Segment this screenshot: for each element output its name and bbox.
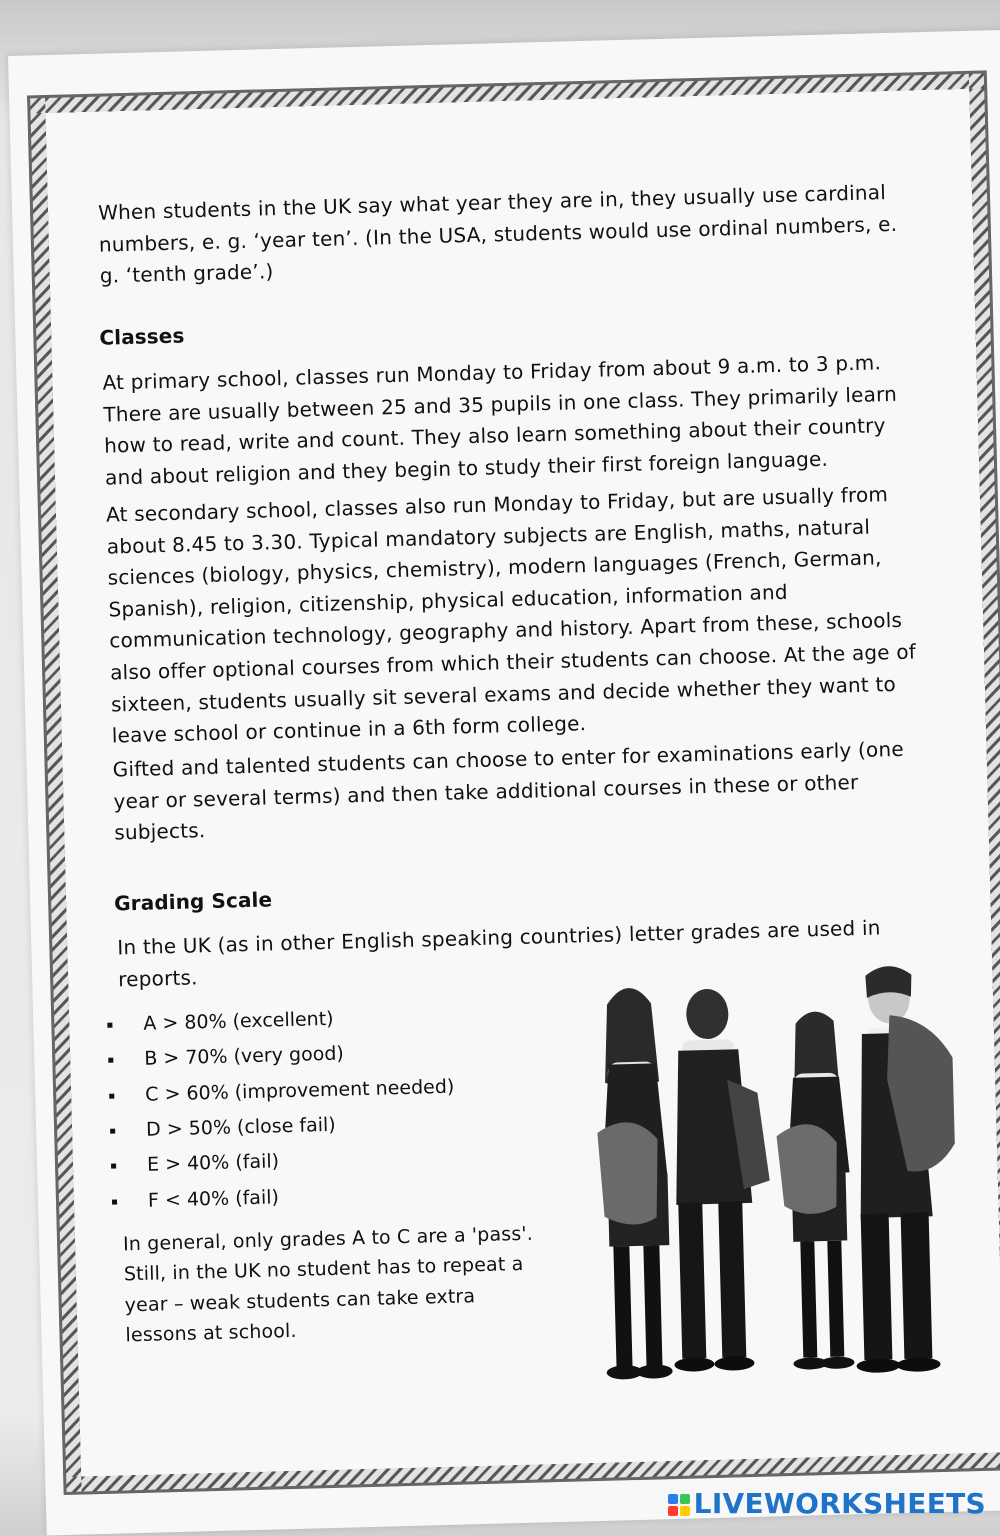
- worksheet-page: [8, 30, 1000, 1536]
- grade-label: E > 40% (fail): [146, 1150, 280, 1177]
- grading-intro: In the UK (as in other English speaking countries) letter grades are used in reports.: [117, 915, 881, 992]
- grade-label: A > 80% (excellent): [143, 1007, 334, 1035]
- grade-label: D > 50% (close fail): [145, 1113, 336, 1141]
- bullet-icon: [108, 1058, 113, 1063]
- branding-text: LIVEWORKSHEETS: [693, 1487, 986, 1520]
- grade-list: [107, 997, 532, 1220]
- bullet-icon: [107, 1023, 112, 1028]
- bullet-icon: [110, 1129, 115, 1134]
- grade-label: B > 70% (very good): [144, 1042, 345, 1071]
- liveworksheets-branding: [668, 1487, 986, 1520]
- classes-paragraph-2: At secondary school, classes also run Monday to Friday, but are usually from about 8.45 to 3.30. Typical mandatory subjects are English, maths, natural sciences (biology, physics, chemistry), modern languages (French, German, Spanish), religion, citizenship, physical education, information and communication technology, geography and history. Apart from these, schools also offer optional courses from which their students can choose. At the age of sixteen, students usually sit several exams and decide whether they want to leave school or continue in a 6th form college.: [105, 482, 917, 748]
- bullet-icon: [111, 1164, 116, 1169]
- classes-paragraph-1: At primary school, classes run Monday to Friday from about 9 a.m. to 3 p.m. There are usually between 25 and 35 pupils in one class. They primarily learn how to read, write and count. They also learn something about their country and about religion and they begin to study their first foreign language.: [102, 350, 898, 490]
- students-photo: [558, 955, 970, 1415]
- classes-paragraph-3: Gifted and talented students can choose to enter for examinations early (one year or several terms) and then take additional courses in these or other subjects.: [112, 736, 905, 845]
- grading-heading: Grading Scale: [113, 887, 273, 916]
- grade-label: F < 40% (fail): [147, 1185, 280, 1212]
- intro-paragraph: When students in the UK say what year they are in, they usually use cardinal numbers, e. g. ‘year ten’. (In the USA, students would use ordinal numbers, e. g. ‘tenth grade’.): [97, 180, 898, 288]
- bullet-icon: [109, 1093, 114, 1098]
- grade-label: C > 60% (improvement needed): [144, 1075, 455, 1106]
- liveworksheets-logo-icon: [668, 1494, 690, 1516]
- grading-closing-paragraph: In general, only grades A to C are a 'pass'. Still, in the UK no student has to repeat a year – weak students can take extra lessons at school.: [122, 1222, 534, 1347]
- worksheet-content: [66, 118, 960, 1460]
- bullet-icon: [112, 1199, 117, 1204]
- classes-heading: Classes: [99, 323, 185, 350]
